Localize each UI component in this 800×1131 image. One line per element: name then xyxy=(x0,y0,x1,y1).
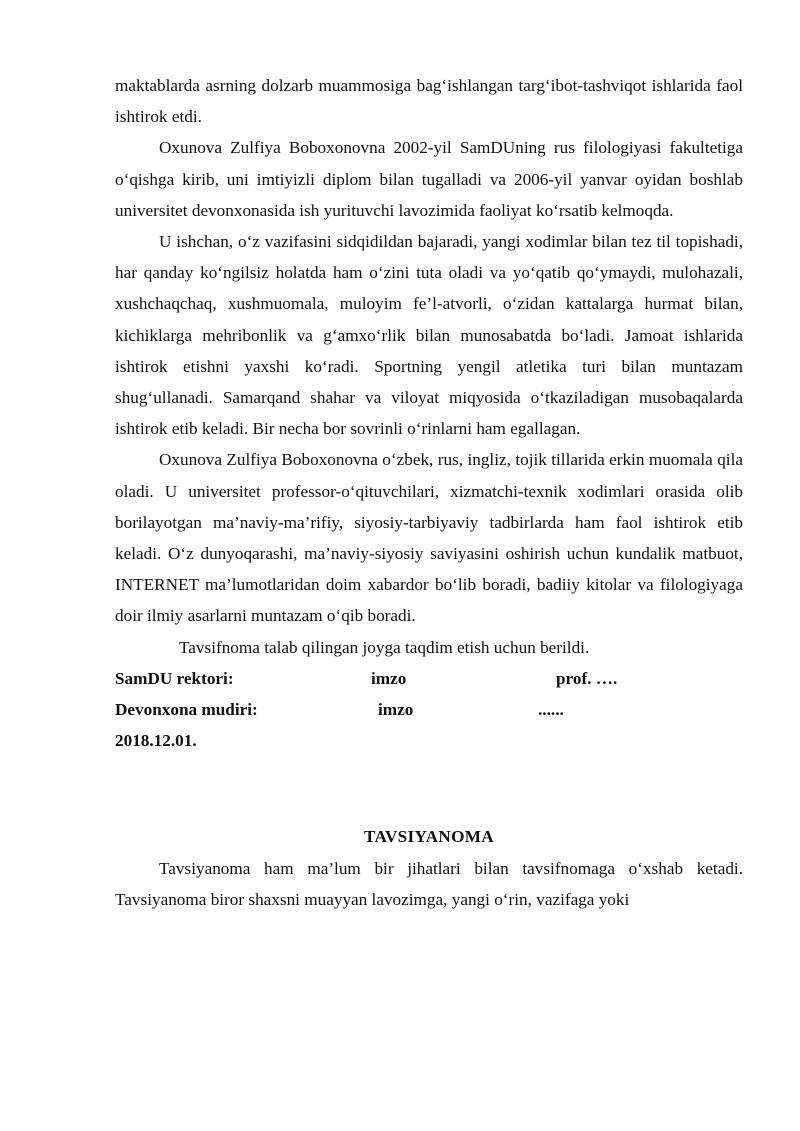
signature-name: prof. …. xyxy=(556,668,618,688)
signature-name: ...... xyxy=(538,700,564,720)
section-paragraph: Tavsiyanoma ham ma’lum bir jihatlari bilan tavsifnomaga o‘xshab ketadi. Tavsiyanoma biror shaxsni muayyan lavozimga, yangi o‘rin, vazifaga yoki xyxy=(115,858,743,909)
signature-row-rector xyxy=(115,663,743,694)
signature-sign: imzo xyxy=(371,668,407,688)
paragraph-continuation: maktablarda asrning dolzarb muammosiga bag‘ishlangan targ‘ibot-tashviqot ishlarida faol ishtirok etdi. xyxy=(115,76,743,127)
paragraph-character: U ishchan, o‘z vazifasini sidqidildan bajaradi, yangi xodimlar bilan tez til topishadi, har qanday ko‘ngilsiz holatda ham o‘zini tuta oladi va yo‘qatib qo‘ymaydi, mulohazali, xushchaqchaq, xushmuomala, muloyim fe’l-atvorli, o‘zidan kattalarga hurmat bilan, kichiklarga mehribonlik va g‘amxo‘rlik bilan munosabatda bo‘ladi. Jamoat ishlarida ishtirok etishni yaxshi ko‘radi. Sportning yengil atletika turi bilan muntazam shug‘ullanadi. Samarqand shahar va viloyat miqyosida o‘tkaziladigan musobaqalarda ishtirok etib keladi. Bir necha bor sovrinli o‘rinlarni ham egallagan. xyxy=(115,232,743,439)
document-page xyxy=(115,70,743,915)
purpose-line: Tavsifnoma talab qilingan joyga taqdim etish uchun berildi. xyxy=(179,637,590,657)
signature-sign: imzo xyxy=(378,700,414,720)
signature-row-head xyxy=(115,694,743,725)
paragraph-skills: Oxunova Zulfiya Boboxonovna o‘zbek, rus, ingliz, tojik tillarida erkin muomala qila oladi. U universitet professor-o‘qituvchilari, xizmatchi-texnik xodimlari orasida olib borilayotgan ma’naviy-ma’rifiy, siyosiy-tarbiyaviy tadbirlarda ham faol ishtirok etib keladi. O‘z dunyoqarashi, ma’naviy-siyosiy saviyasini oshirish uchun kundalik matbuot, INTERNET ma’lumotlaridan doim xabardor bo‘lib boradi, badiiy kitolar va filologiyaga doir ilmiy asarlarni muntazam o‘qib boradi. xyxy=(115,450,743,626)
paragraph-education: Oxunova Zulfiya Boboxonovna 2002-yil SamDUning rus filologiyasi fakultetiga o‘qishga kirib, uni imtiyizli diplom bilan tugalladi va 2006-yil yanvar oyidan boshlab universitet devonxonasida ish yurituvchi lavozimida faoliyat ko‘rsatib kelmoqda. xyxy=(115,138,743,220)
document-date: 2018.12.01. xyxy=(115,731,197,751)
signature-role: Devonxona mudiri: xyxy=(115,700,258,720)
section-title: TAVSIYANOMA xyxy=(363,827,494,847)
signature-role: SamDU rektori: xyxy=(115,668,234,688)
